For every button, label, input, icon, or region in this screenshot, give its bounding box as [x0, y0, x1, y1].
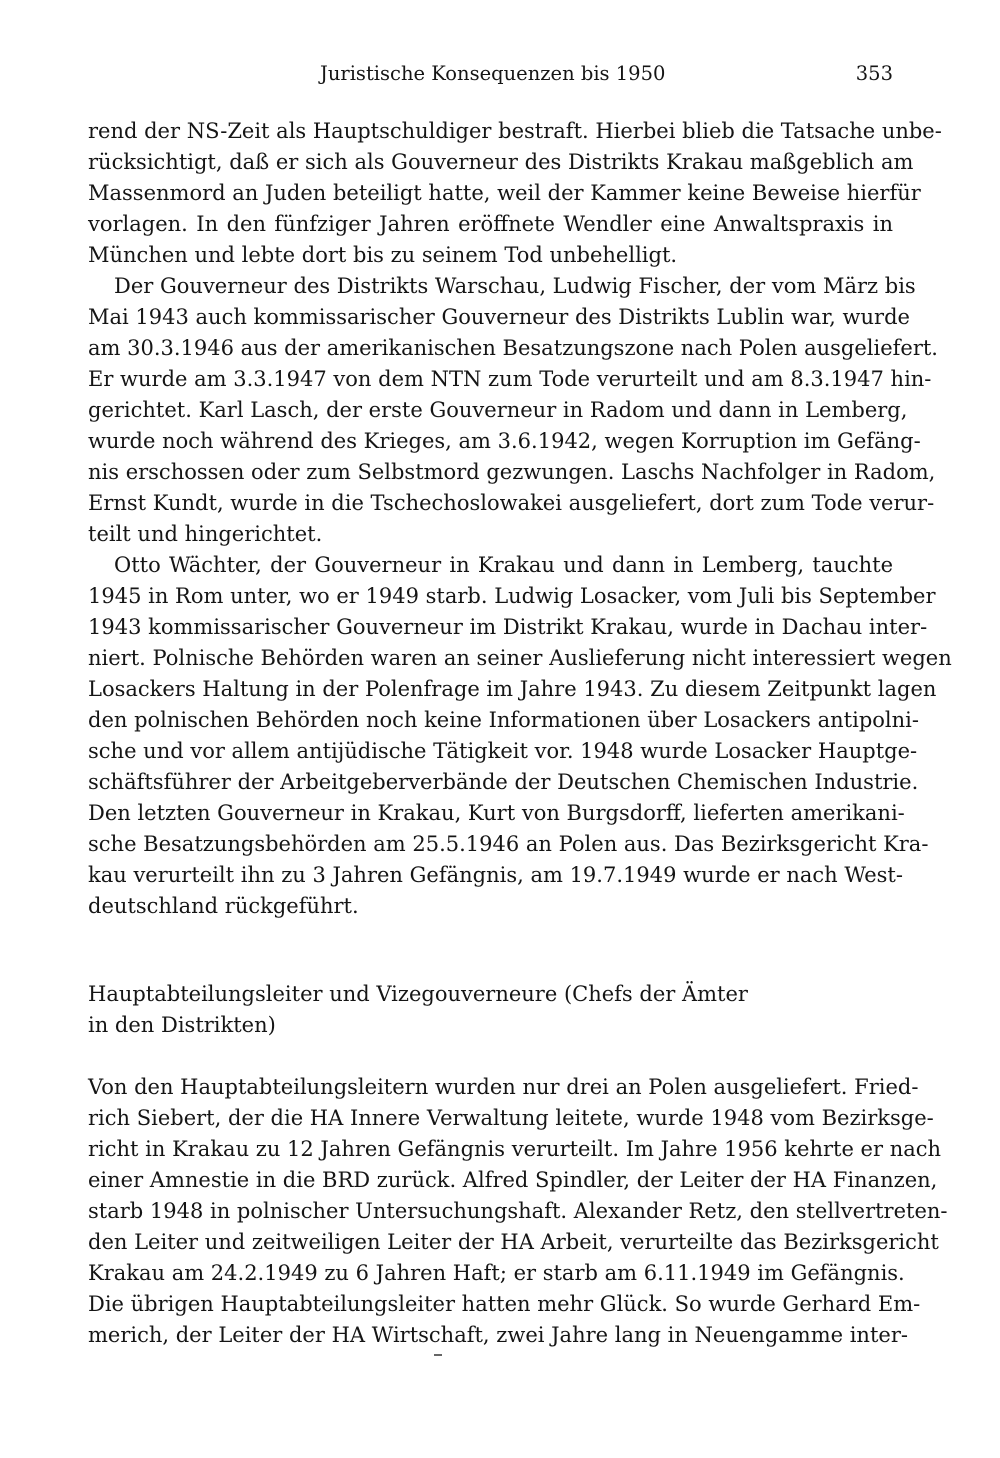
paragraph-3-line: sche Besatzungsbehörden am 25.5.1946 an Polen aus. Das Bezirksgericht Kra- [88, 832, 929, 856]
paragraph-4-line: Krakau am 24.2.1949 zu 6 Jahren Haft; er starb am 6.11.1949 im Gefängnis. [88, 1261, 905, 1285]
print-mark [434, 1354, 442, 1356]
section-heading: Hauptabteilungsleiter und Vizegouverneure (Chefs der Ämter [88, 982, 748, 1006]
paragraph-2-line: am 30.3.1946 aus der amerikanischen Besatzungszone nach Polen ausgeliefert. [88, 336, 938, 360]
paragraph-3-line: kau verurteilt ihn zu 3 Jahren Gefängnis, am 19.7.1949 wurde er nach West- [88, 863, 903, 887]
paragraph-4-line: starb 1948 in polnischer Untersuchungshaft. Alexander Retz, den stellvertreten- [88, 1199, 948, 1223]
paragraph-1-line: München und lebte dort bis zu seinem Tod unbehelligt. [88, 243, 678, 267]
paragraph-3-line: Den letzten Gouverneur in Krakau, Kurt von Burgsdorff, lieferten amerikani- [88, 801, 905, 825]
paragraph-3-line: deutschland rückgeführt. [88, 894, 359, 918]
paragraph-4-line: Die übrigen Hauptabteilungsleiter hatten mehr Glück. So wurde Gerhard Em- [88, 1292, 921, 1316]
section-heading: in den Distrikten) [88, 1013, 276, 1037]
paragraph-3-line: 1945 in Rom unter, wo er 1949 starb. Ludwig Losacker, vom Juli bis September [88, 584, 936, 608]
paragraph-2-line: Mai 1943 auch kommissarischer Gouverneur des Distrikts Lublin war, wurde [88, 305, 910, 329]
paragraph-3-line: schäftsführer der Arbeitgeberverbände der Deutschen Chemischen Industrie. [88, 770, 919, 794]
paragraph-3-line: 1943 kommissarischer Gouverneur im Distrikt Krakau, wurde in Dachau inter- [88, 615, 928, 639]
paragraph-3-line: niert. Polnische Behörden waren an seiner Auslieferung nicht interessiert wegen [88, 646, 952, 670]
paragraph-4-line: rich Siebert, der die HA Innere Verwaltung leitete, wurde 1948 vom Bezirksge- [88, 1106, 934, 1130]
paragraph-2-line: nis erschossen oder zum Selbstmord gezwungen. Laschs Nachfolger in Radom, [88, 460, 936, 484]
paragraph-2-line: Er wurde am 3.3.1947 von dem NTN zum Tode verurteilt und am 8.3.1947 hin- [88, 367, 932, 391]
paragraph-3-line: sche und vor allem antijüdische Tätigkeit vor. 1948 wurde Losacker Hauptge- [88, 739, 918, 763]
paragraph-3-line: den polnischen Behörden noch keine Informationen über Losackers antipolni- [88, 708, 919, 732]
paragraph-2-line: Ernst Kundt, wurde in die Tschechoslowakei ausgeliefert, dort zum Tode verur- [88, 491, 935, 515]
paragraph-4-line: richt in Krakau zu 12 Jahren Gefängnis verurteilt. Im Jahre 1956 kehrte er nach [88, 1137, 942, 1161]
paragraph-2-line: teilt und hingerichtet. [88, 522, 323, 546]
paragraph-4-line: Von den Hauptabteilungsleitern wurden nur drei an Polen ausgeliefert. Fried- [88, 1075, 919, 1099]
paragraph-3-line: Otto Wächter, der Gouverneur in Krakau und dann in Lemberg, tauchte [114, 553, 893, 577]
paragraph-4-line: merich, der Leiter der HA Wirtschaft, zwei Jahre lang in Neuengamme inter- [88, 1323, 908, 1347]
paragraph-4-line: den Leiter und zeitweiligen Leiter der HA Arbeit, verurteilte das Bezirksgericht [88, 1230, 939, 1254]
paragraph-2-line: Der Gouverneur des Distrikts Warschau, Ludwig Fischer, der vom März bis [114, 274, 916, 298]
paragraph-2-line: gerichtet. Karl Lasch, der erste Gouverneur in Radom und dann in Lemberg, [88, 398, 908, 422]
page-number: 353 [855, 62, 893, 85]
paragraph-1-line: vorlagen. In den fünfziger Jahren eröffnete Wendler eine Anwaltspraxis in [88, 212, 893, 236]
paragraph-4-line: einer Amnestie in die BRD zurück. Alfred Spindler, der Leiter der HA Finanzen, [88, 1168, 938, 1192]
paragraph-2-line: wurde noch während des Krieges, am 3.6.1942, wegen Korruption im Gefäng- [88, 429, 921, 453]
paragraph-1-line: Massenmord an Juden beteiligt hatte, weil der Kammer keine Beweise hierfür [88, 181, 921, 205]
paragraph-1-line: rend der NS-Zeit als Hauptschuldiger bestraft. Hierbei blieb die Tatsache unbe- [88, 119, 942, 143]
paragraph-1-line: rücksichtigt, daß er sich als Gouverneur des Distrikts Krakau maßgeblich am [88, 150, 914, 174]
running-title: Juristische Konsequenzen bis 1950 [320, 62, 666, 85]
paragraph-3-line: Losackers Haltung in der Polenfrage im Jahre 1943. Zu diesem Zeitpunkt lagen [88, 677, 937, 701]
